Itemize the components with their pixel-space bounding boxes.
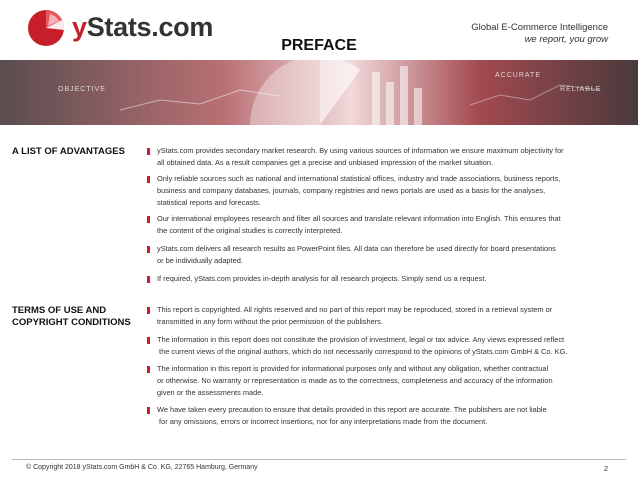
tagline-sub: we report, you grow (524, 34, 608, 45)
footer-copyright: © Copyright 2018 yStats.com GmbH & Co. KG, 22765 Hamburg, Germany (26, 464, 258, 471)
bullet-marker (147, 148, 150, 155)
section-heading-terms (12, 305, 131, 329)
paragraph-advantage-analysis (157, 273, 602, 285)
paragraph-line: yStats.com provides secondary market research. By using various sources of information we ensure maximum objectivity for (157, 146, 564, 155)
section-heading-line: COPYRIGHT CONDITIONS (12, 317, 131, 328)
paragraph-line: yStats.com delivers all research results as PowerPoint files. All data can therefore be used directly for board presentations (157, 244, 556, 253)
paragraph-advantage-powerpoint (157, 243, 602, 267)
banner-label-reliable: RELIABLE (560, 86, 602, 93)
paragraph-terms-liability (157, 404, 602, 428)
paragraph-line: transmitted in any form without the prior permission of the publishers. (157, 317, 383, 326)
bullet-marker (147, 216, 150, 223)
paragraph-advantage-objectivity (157, 145, 602, 169)
paragraph-line: The information in this report does not constitute the provision of investment, legal or tax advice. Any views expressed reflect (157, 335, 565, 344)
banner-label-objective: OBJECTIVE (58, 86, 106, 93)
paragraph-line: the content of the original studies is correctly interpreted. (157, 226, 343, 235)
paragraph-line: statistical reports and forecasts. (157, 198, 261, 207)
page-title: PREFACE (281, 37, 357, 54)
paragraph-terms-no-warranty (157, 363, 602, 399)
section-heading-advantages (12, 146, 125, 158)
logo-y: y (72, 12, 87, 42)
paragraph-line: all obtained data. As a result companies get a precise and unbiased impression of the market situation. (157, 158, 494, 167)
paragraph-line: business and company databases, journals, company registries and news portals are used as a basis for the analyses, (157, 186, 546, 195)
section-heading-line: TERMS OF USE AND (12, 305, 107, 316)
header-banner (0, 60, 638, 125)
paragraph-terms-copyright (157, 304, 602, 328)
bullet-marker (147, 307, 150, 314)
paragraph-line: or otherwise. No warranty or representation is made as to the correctness, completeness and accuracy of the information (157, 376, 553, 385)
tagline: Global E-Commerce Intelligence (471, 22, 608, 33)
section-heading-line: A LIST OF ADVANTAGES (12, 146, 125, 157)
bullet-marker (147, 246, 150, 253)
paragraph-line: for any omissions, errors or incorrect insertions, nor for any interpretations made from the document. (157, 417, 488, 426)
paragraph-line: This report is copyrighted. All rights reserved and no part of this report may be reproduced, stored in a retrieval system or (157, 305, 553, 314)
paragraph-advantage-translation (157, 213, 602, 237)
paragraph-line: or be individually adapted. (157, 256, 243, 265)
bullet-marker (147, 366, 150, 373)
paragraph-advantage-sources (157, 173, 602, 209)
footer-divider (12, 459, 626, 460)
bullet-marker (147, 176, 150, 183)
logo-rest: Stats.com (86, 12, 214, 42)
paragraph-line: Only reliable sources such as national and international statistical offices, industry and trade associations, business reports, (157, 174, 561, 183)
paragraph-terms-no-advice (157, 334, 602, 358)
banner-label-accurate: ACCURATE (495, 72, 541, 79)
bullet-marker (147, 337, 150, 344)
paragraph-line: If required, yStats.com provides in-depth analysis for all research projects. Simply send us a request. (157, 274, 487, 283)
paragraph-line: The information in this report is provided for informational purposes only and without any obligation, whether contractual (157, 364, 549, 373)
paragraph-line: given or the assessments made. (157, 388, 264, 397)
paragraph-line: Our international employees research and filter all sources and translate relevant information into English. This ensures that (157, 214, 561, 223)
page-number: 2 (603, 464, 608, 473)
bullet-marker (147, 276, 150, 283)
paragraph-line: the current views of the original authors, which do not necessarily correspond to the opinions of yStats.com GmbH & Co. KG. (157, 347, 568, 356)
paragraph-line: We have taken every precaution to ensure that details provided in this report are accurate. The publishers are not liable (157, 405, 547, 414)
bullet-marker (147, 407, 150, 414)
